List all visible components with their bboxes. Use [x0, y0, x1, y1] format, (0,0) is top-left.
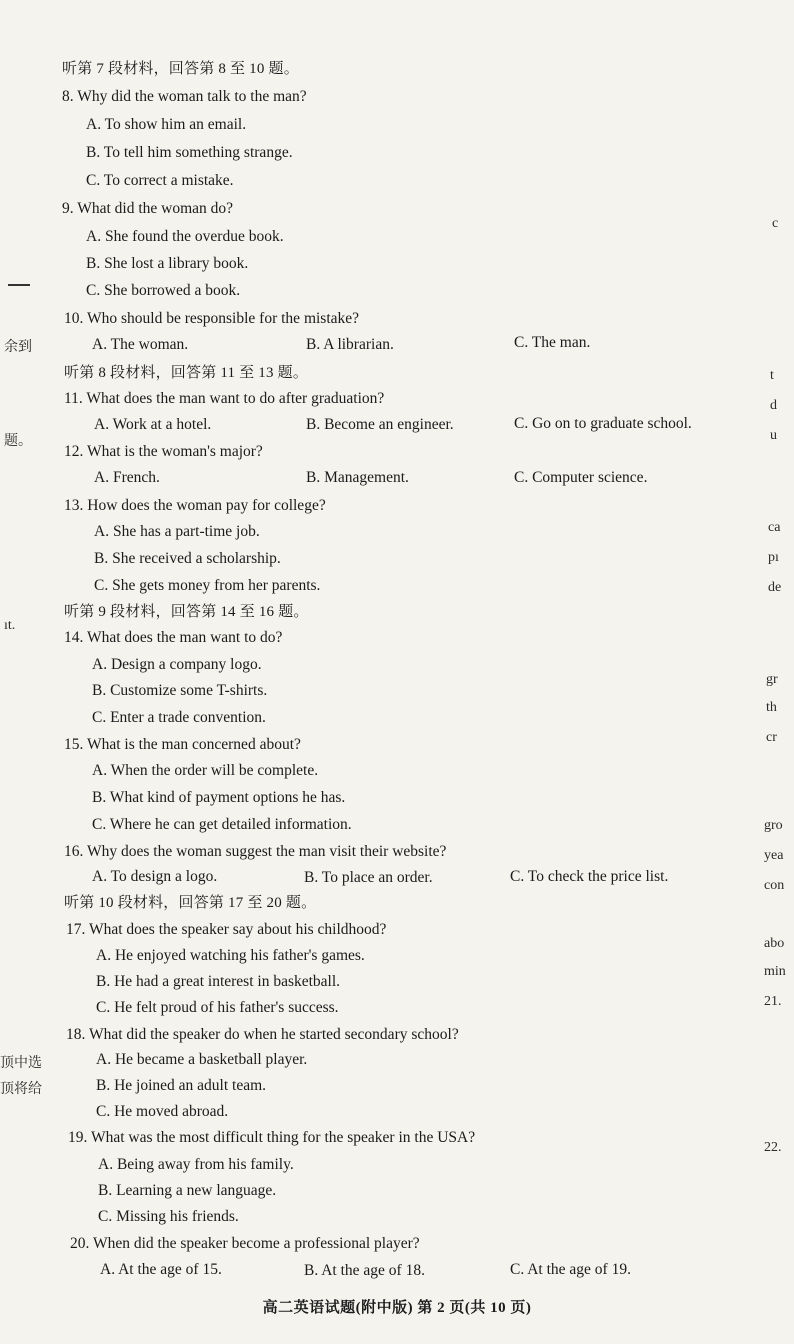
- question-number: 18.: [66, 1026, 86, 1043]
- right-fragment: u: [770, 428, 777, 443]
- answer-option[interactable]: B. Learning a new language.: [98, 1182, 277, 1199]
- question: [64, 310, 359, 328]
- answer-option[interactable]: C. Computer science.: [514, 469, 648, 486]
- question-text: Who should be responsible for the mistake?: [86, 310, 360, 327]
- right-fragment: abo: [764, 936, 785, 951]
- question: [66, 921, 386, 939]
- left-fragment: 题。: [4, 434, 32, 449]
- question-number: 14.: [64, 629, 84, 646]
- left-fragment: 顶将给: [0, 1082, 42, 1097]
- question-number: 19.: [68, 1129, 88, 1146]
- question-text: How does the woman pay for college?: [87, 497, 326, 514]
- answer-option[interactable]: A. He became a basketball player.: [96, 1051, 308, 1068]
- question-text: What is the woman's major?: [86, 443, 263, 460]
- question: [62, 200, 233, 218]
- right-fragment: c: [772, 216, 779, 231]
- answer-option[interactable]: A. Work at a hotel.: [94, 416, 212, 433]
- question-number: 11.: [64, 390, 83, 407]
- answer-option[interactable]: C. He felt proud of his father's success.: [96, 999, 339, 1016]
- question-text: Why does the woman suggest the man visit their website?: [86, 843, 447, 860]
- answer-option[interactable]: A. She has a part-time job.: [94, 523, 260, 540]
- question-text: Why did the woman talk to the man?: [77, 88, 307, 105]
- answer-option[interactable]: A. She found the overdue book.: [86, 228, 284, 245]
- question: [62, 88, 307, 106]
- question-text: What is the man concerned about?: [86, 736, 301, 753]
- right-fragment: gr: [766, 672, 778, 687]
- question: [64, 843, 446, 861]
- question-text: What does the speaker say about his childhood?: [88, 921, 387, 938]
- answer-option[interactable]: C. To correct a mistake.: [86, 172, 234, 189]
- right-fragment: gro: [764, 818, 783, 833]
- answer-option[interactable]: C. Where he can get detailed information.: [92, 816, 352, 833]
- right-fragment: 21.: [764, 994, 782, 1009]
- answer-option[interactable]: B. To place an order.: [304, 869, 433, 886]
- right-fragment: 22.: [764, 1140, 782, 1155]
- right-fragment: th: [766, 700, 777, 715]
- answer-option[interactable]: B. He joined an adult team.: [96, 1077, 267, 1094]
- answer-option[interactable]: C. Go on to graduate school.: [514, 415, 692, 432]
- left-fragment: 余到: [4, 340, 32, 355]
- margin-dash: [8, 284, 30, 286]
- answer-option[interactable]: A. Being away from his family.: [98, 1156, 294, 1173]
- answer-option[interactable]: B. She received a scholarship.: [94, 550, 281, 567]
- right-fragment: con: [764, 878, 785, 893]
- answer-option[interactable]: A. French.: [94, 469, 160, 486]
- question-number: 15.: [64, 736, 84, 753]
- right-fragment: ca: [768, 520, 781, 535]
- left-fragment: 顶中选: [0, 1056, 42, 1071]
- answer-option[interactable]: A. To design a logo.: [92, 868, 218, 885]
- question: [70, 1235, 420, 1253]
- page-footer: 高二英语试题(附中版) 第 2 页(共 10 页): [262, 1300, 532, 1316]
- question-text: What does the man want to do?: [86, 629, 283, 646]
- answer-option[interactable]: B. She lost a library book.: [86, 255, 249, 272]
- right-fragment: cr: [766, 730, 777, 745]
- question-number: 10.: [64, 310, 84, 327]
- question: [66, 1026, 459, 1044]
- answer-option[interactable]: B. A librarian.: [306, 336, 394, 353]
- question-text: What was the most difficult thing for the speaker in the USA?: [90, 1129, 476, 1146]
- answer-option[interactable]: B. He had a great interest in basketball.: [96, 973, 341, 990]
- answer-option[interactable]: B. To tell him something strange.: [86, 144, 293, 161]
- right-fragment: t: [770, 368, 774, 383]
- answer-option[interactable]: C. To check the price list.: [510, 868, 669, 885]
- section-header: 听第 9 段材料，回答第 14 至 16 题。: [64, 604, 309, 620]
- question-number: 16.: [64, 843, 84, 860]
- question: [68, 1129, 475, 1147]
- answer-option[interactable]: C. Enter a trade convention.: [92, 709, 266, 726]
- answer-option[interactable]: B. Become an engineer.: [306, 416, 454, 433]
- question: [64, 390, 384, 408]
- answer-option[interactable]: A. To show him an email.: [86, 116, 247, 133]
- question-number: 17.: [66, 921, 86, 938]
- answer-option[interactable]: A. He enjoyed watching his father's games.: [96, 947, 365, 964]
- right-fragment: d: [770, 398, 777, 413]
- right-fragment: pı: [768, 550, 779, 565]
- answer-option[interactable]: B. At the age of 18.: [304, 1262, 425, 1279]
- question: [64, 629, 282, 647]
- answer-option[interactable]: A. The woman.: [92, 336, 189, 353]
- section-header: 听第 8 段材料，回答第 11 至 13 题。: [64, 365, 309, 381]
- section-header: 听第 7 段材料，回答第 8 至 10 题。: [62, 61, 299, 77]
- answer-option[interactable]: C. Missing his friends.: [98, 1208, 239, 1225]
- right-fragment: de: [768, 580, 782, 595]
- question: [64, 736, 301, 754]
- answer-option[interactable]: C. She borrowed a book.: [86, 282, 241, 299]
- question-text: What did the speaker do when he started secondary school?: [88, 1026, 459, 1043]
- answer-option[interactable]: B. Customize some T-shirts.: [92, 682, 268, 699]
- answer-option[interactable]: C. At the age of 19.: [510, 1261, 631, 1278]
- question-number: 9.: [62, 200, 74, 217]
- question-text: What does the man want to do after graduation?: [86, 390, 385, 407]
- answer-option[interactable]: B. Management.: [306, 469, 409, 486]
- question-number: 12.: [64, 443, 84, 460]
- right-fragment: yea: [764, 848, 784, 863]
- question-number: 20.: [70, 1235, 90, 1252]
- right-fragment: min: [764, 964, 786, 979]
- question-number: 13.: [64, 497, 84, 514]
- answer-option[interactable]: C. She gets money from her parents.: [94, 577, 321, 594]
- answer-option[interactable]: A. When the order will be complete.: [92, 762, 319, 779]
- answer-option[interactable]: C. The man.: [514, 334, 591, 351]
- question-number: 8.: [62, 88, 74, 105]
- section-header: 听第 10 段材料，回答第 17 至 20 题。: [64, 895, 317, 911]
- answer-option[interactable]: A. Design a company logo.: [92, 656, 262, 673]
- question: [64, 443, 263, 461]
- question-text: When did the speaker become a professional player?: [92, 1235, 420, 1252]
- answer-option[interactable]: B. What kind of payment options he has.: [92, 789, 346, 806]
- left-fragment: ıt.: [4, 618, 16, 633]
- answer-option[interactable]: C. He moved abroad.: [96, 1103, 229, 1120]
- question: [64, 497, 326, 515]
- answer-option[interactable]: A. At the age of 15.: [100, 1261, 222, 1278]
- question-text: What did the woman do?: [77, 200, 234, 217]
